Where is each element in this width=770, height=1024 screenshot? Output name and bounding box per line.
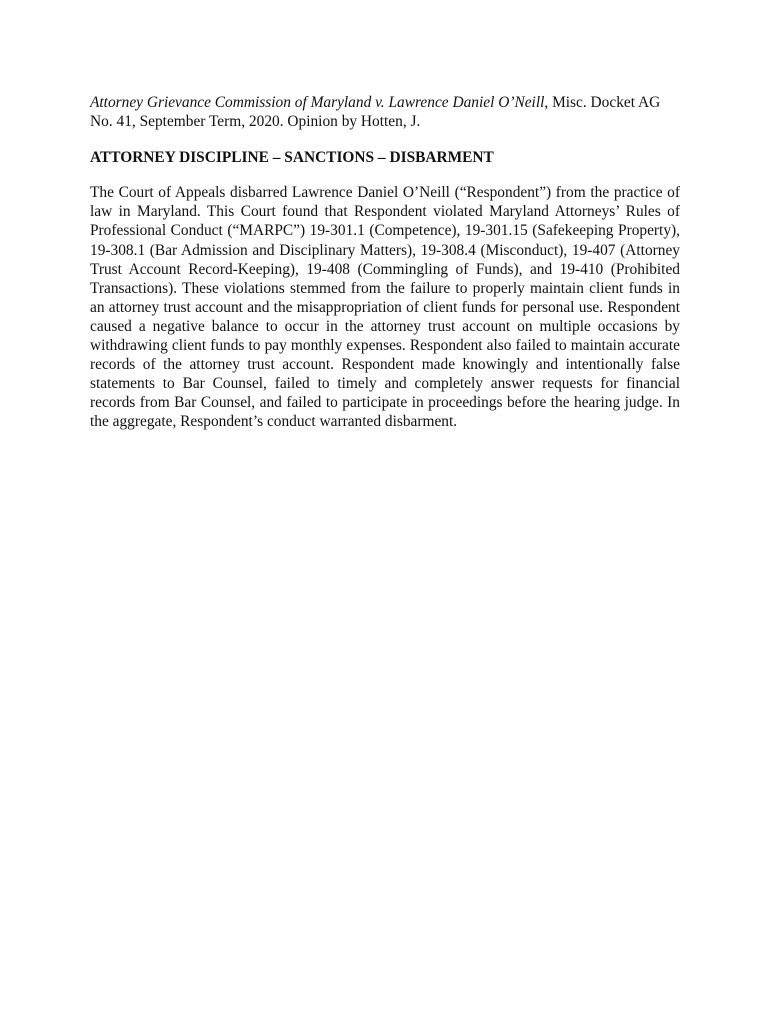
document-body (90, 93, 680, 432)
case-summary: The Court of Appeals disbarred Lawrence Daniel O’Neill (“Respondent”) from the practice of law in Maryland. This Court found that Respondent violated Maryland Attorneys’ Rules of Professional Conduct (“MARPC”) 19-301.1 (Competence), 19-301.15 (Safekeeping Property), 19-308.1 (Bar Admission and Disciplinary Matters), 19-308.4 (Misconduct), 19-407 (Attorney Trust Account Record-Keeping), 19-408 (Commingling of Funds), and 19-410 (Prohibited Transactions). These violations stemmed from the failure to properly maintain client funds in an attorney trust account and the misappropriation of client funds for personal use. Respondent caused a negative balance to occur in the attorney trust account on multiple occasions by withdrawing client funds to pay monthly expenses. Respondent also failed to maintain accurate records of the attorney trust account. Respondent made knowingly and intentionally false statements to Bar Counsel, failed to timely and completely answer requests for financial records from Bar Counsel, and failed to participate in proceedings before the hearing judge. In the aggregate, Respondent’s conduct warranted disbarment. (90, 184, 680, 431)
section-heading: ATTORNEY DISCIPLINE – SANCTIONS – DISBARMENT (90, 149, 494, 167)
case-name: Attorney Grievance Commission of Maryland v. Lawrence Daniel O’Neill (90, 94, 545, 111)
docket-info: , Misc. Docket AG No. 41, September Term, 2020. Opinion by Hotten, J. (90, 94, 661, 131)
case-caption (90, 93, 680, 131)
